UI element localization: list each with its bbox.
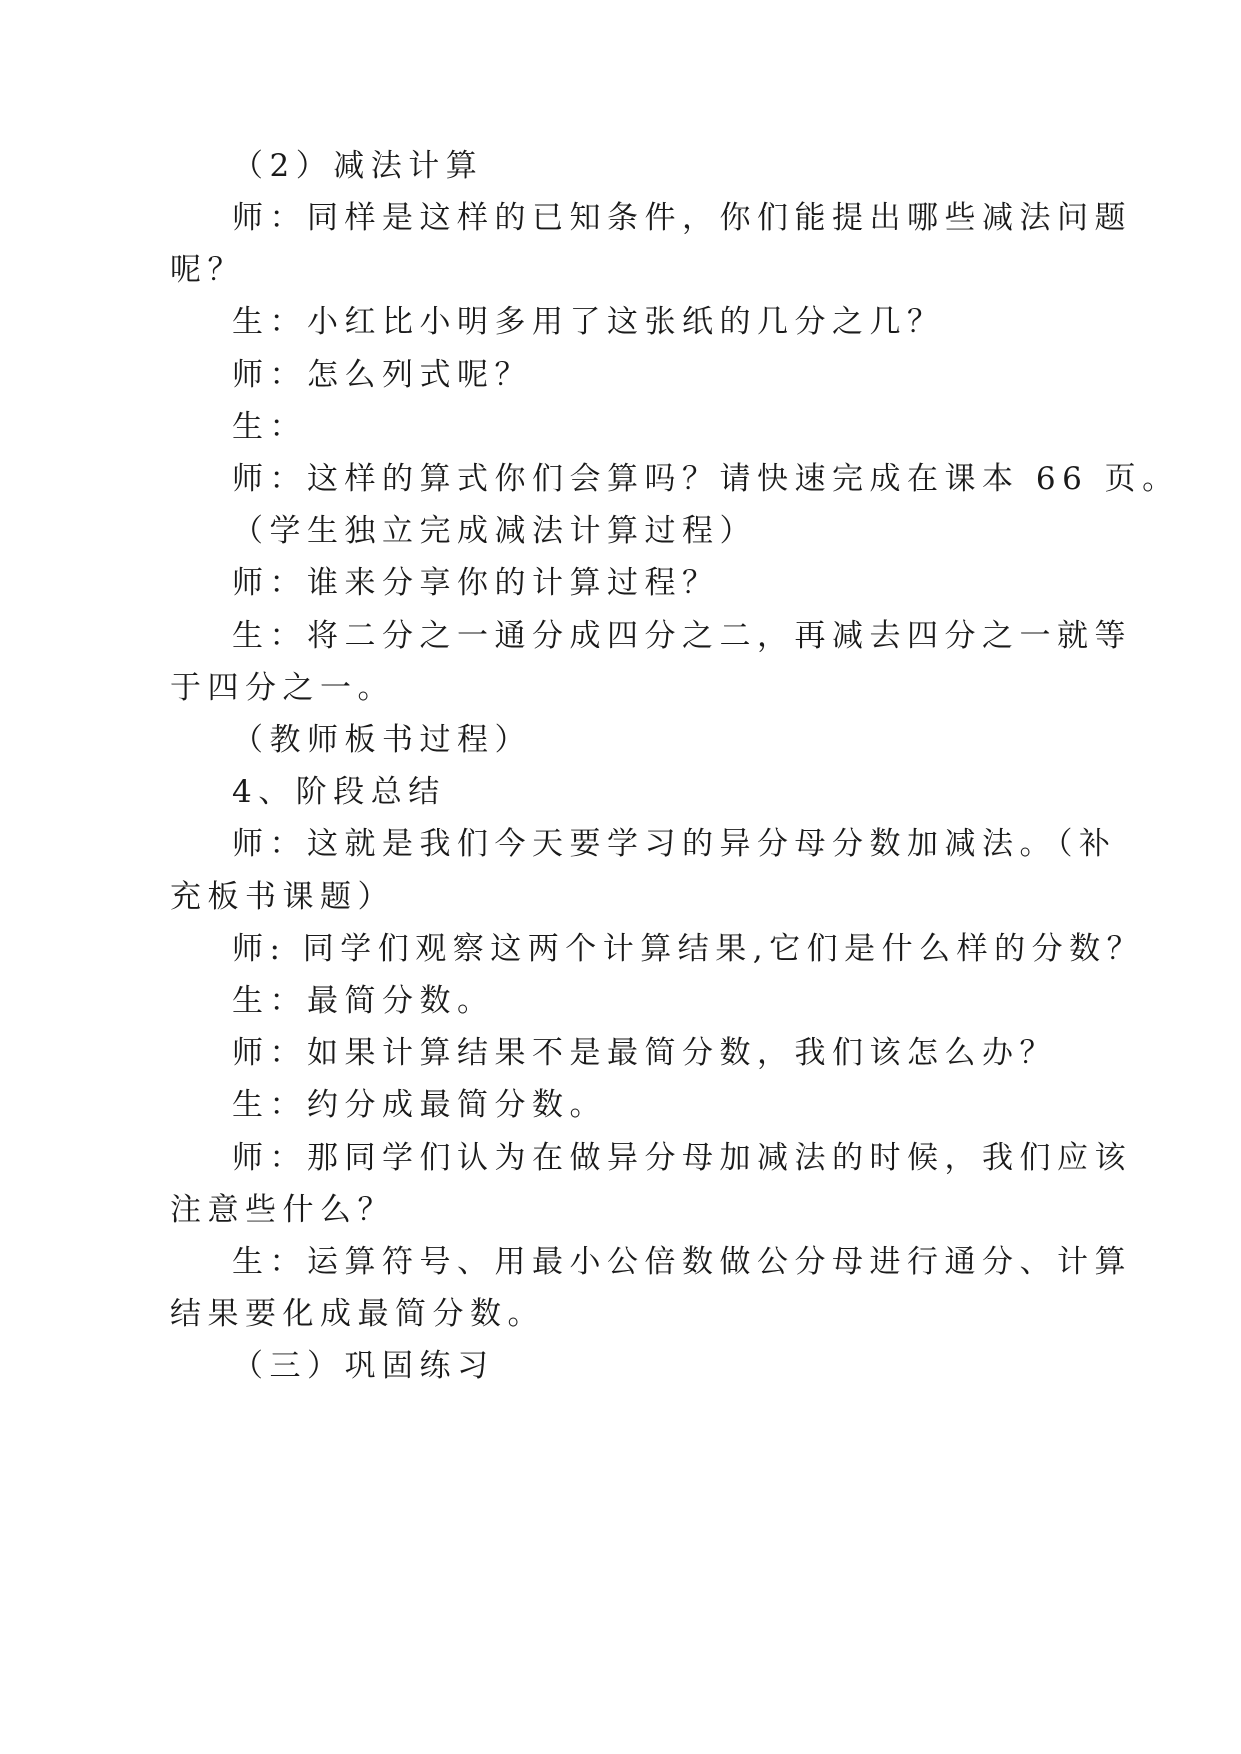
text-line: 师：如果计算结果不是最简分数，我们该怎么办？ (232, 1035, 1057, 1071)
text-line: 师：谁来分享你的计算过程？ (232, 565, 720, 601)
text-line: （三）巩固练习 (232, 1348, 495, 1384)
text-line: （教师板书过程） (232, 722, 532, 758)
text-line: 师：这样的算式你们会算吗？请快速完成在课本 66 页。 (232, 461, 1180, 497)
text-line: （学生独立完成减法计算过程） (232, 513, 757, 549)
text-line: 师：那同学们认为在做异分母加减法的时候，我们应该 (232, 1140, 1132, 1176)
text-line: 生：将二分之一通分成四分之二，再减去四分之一就等 (232, 618, 1132, 654)
text-line: 结果要化成最简分数。 (170, 1296, 545, 1332)
text-line: 生：小红比小明多用了这张纸的几分之几？ (232, 304, 945, 340)
text-line: 师：怎么列式呢？ (232, 357, 532, 393)
text-line: 生： (232, 409, 307, 445)
text-line: （2）减法计算 (232, 148, 484, 184)
text-line: 师：同样是这样的已知条件，你们能提出哪些减法问题 (232, 200, 1132, 236)
text-line: 师：这就是我们今天要学习的异分母分数加减法。（补 (232, 826, 1117, 862)
text-line: 呢？ (170, 252, 245, 288)
text-line: 生：运算符号、用最小公倍数做公分母进行通分、计算 (232, 1244, 1132, 1280)
text-line: 于四分之一。 (170, 670, 395, 706)
text-line: 4、阶段总结 (232, 774, 446, 810)
text-line: 生：最简分数。 (232, 983, 495, 1019)
text-line: 生：约分成最简分数。 (232, 1087, 607, 1123)
text-line: 师: 同学们观察这两个计算结果,它们是什么样的分数？ (232, 931, 1145, 967)
text-line: 注意些什么？ (170, 1192, 395, 1228)
text-line: 充板书课题） (170, 879, 395, 915)
